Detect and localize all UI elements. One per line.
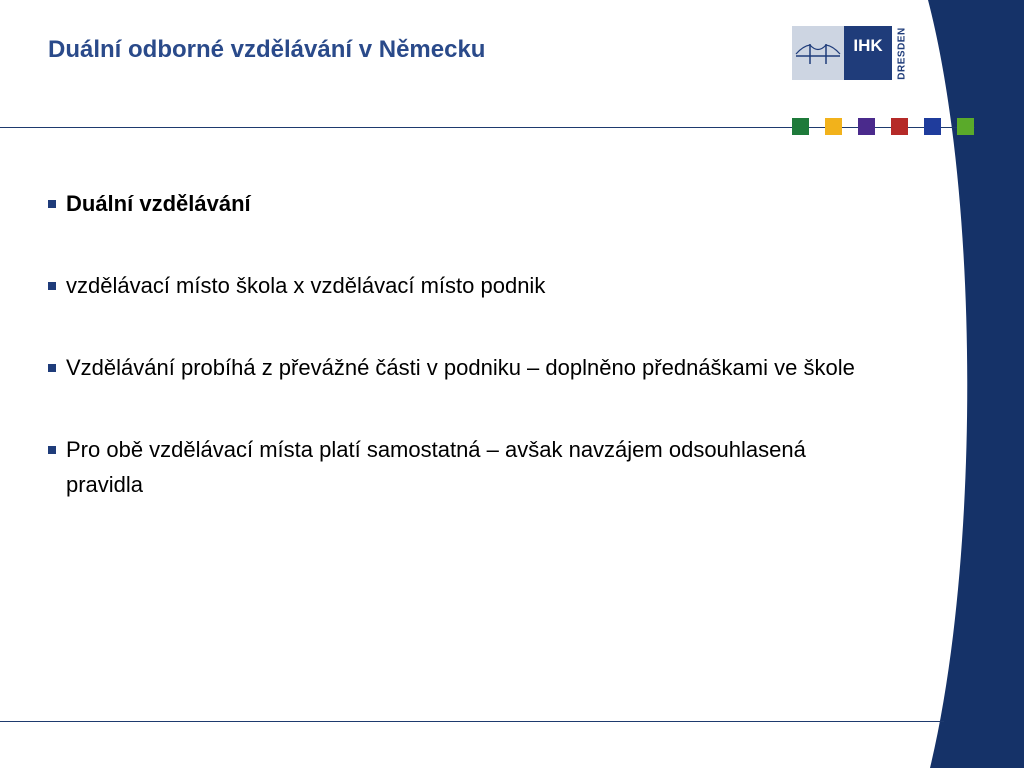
color-square	[891, 118, 908, 135]
footer-divider	[0, 721, 944, 722]
square-bullet-icon	[48, 282, 56, 290]
color-square	[825, 118, 842, 135]
color-square	[792, 118, 809, 135]
bullet-item	[48, 186, 868, 221]
bullet-text: Vzdělávání probíhá z převážné části v podniku – doplněno přednáškami ve škole	[66, 355, 855, 380]
bullet-item	[48, 432, 868, 502]
color-square	[858, 118, 875, 135]
color-square	[957, 118, 974, 135]
square-bullet-icon	[48, 364, 56, 372]
bullet-text: Pro obě vzdělávací místa platí samostatná – avšak navzájem odsouhlasená pravidla	[66, 437, 806, 497]
square-bullet-icon	[48, 446, 56, 454]
bullet-item	[48, 350, 868, 385]
bullet-text: vzdělávací místo škola x vzdělávací místo podnik	[66, 273, 546, 298]
ihk-dresden-logo	[792, 26, 912, 80]
logo-ihk-text: IHK	[853, 36, 883, 55]
decorative-side-band	[904, 0, 1024, 768]
bullet-text: Duální vzdělávání	[66, 191, 251, 216]
color-square	[924, 118, 941, 135]
bullet-list	[48, 186, 868, 502]
bullet-item	[48, 268, 868, 303]
slide-title: Duální odborné vzdělávání v Německu	[48, 36, 486, 63]
logo-city-text: DRESDEN	[896, 26, 908, 80]
color-squares	[792, 118, 974, 135]
square-bullet-icon	[48, 200, 56, 208]
bridge-icon	[792, 26, 844, 80]
